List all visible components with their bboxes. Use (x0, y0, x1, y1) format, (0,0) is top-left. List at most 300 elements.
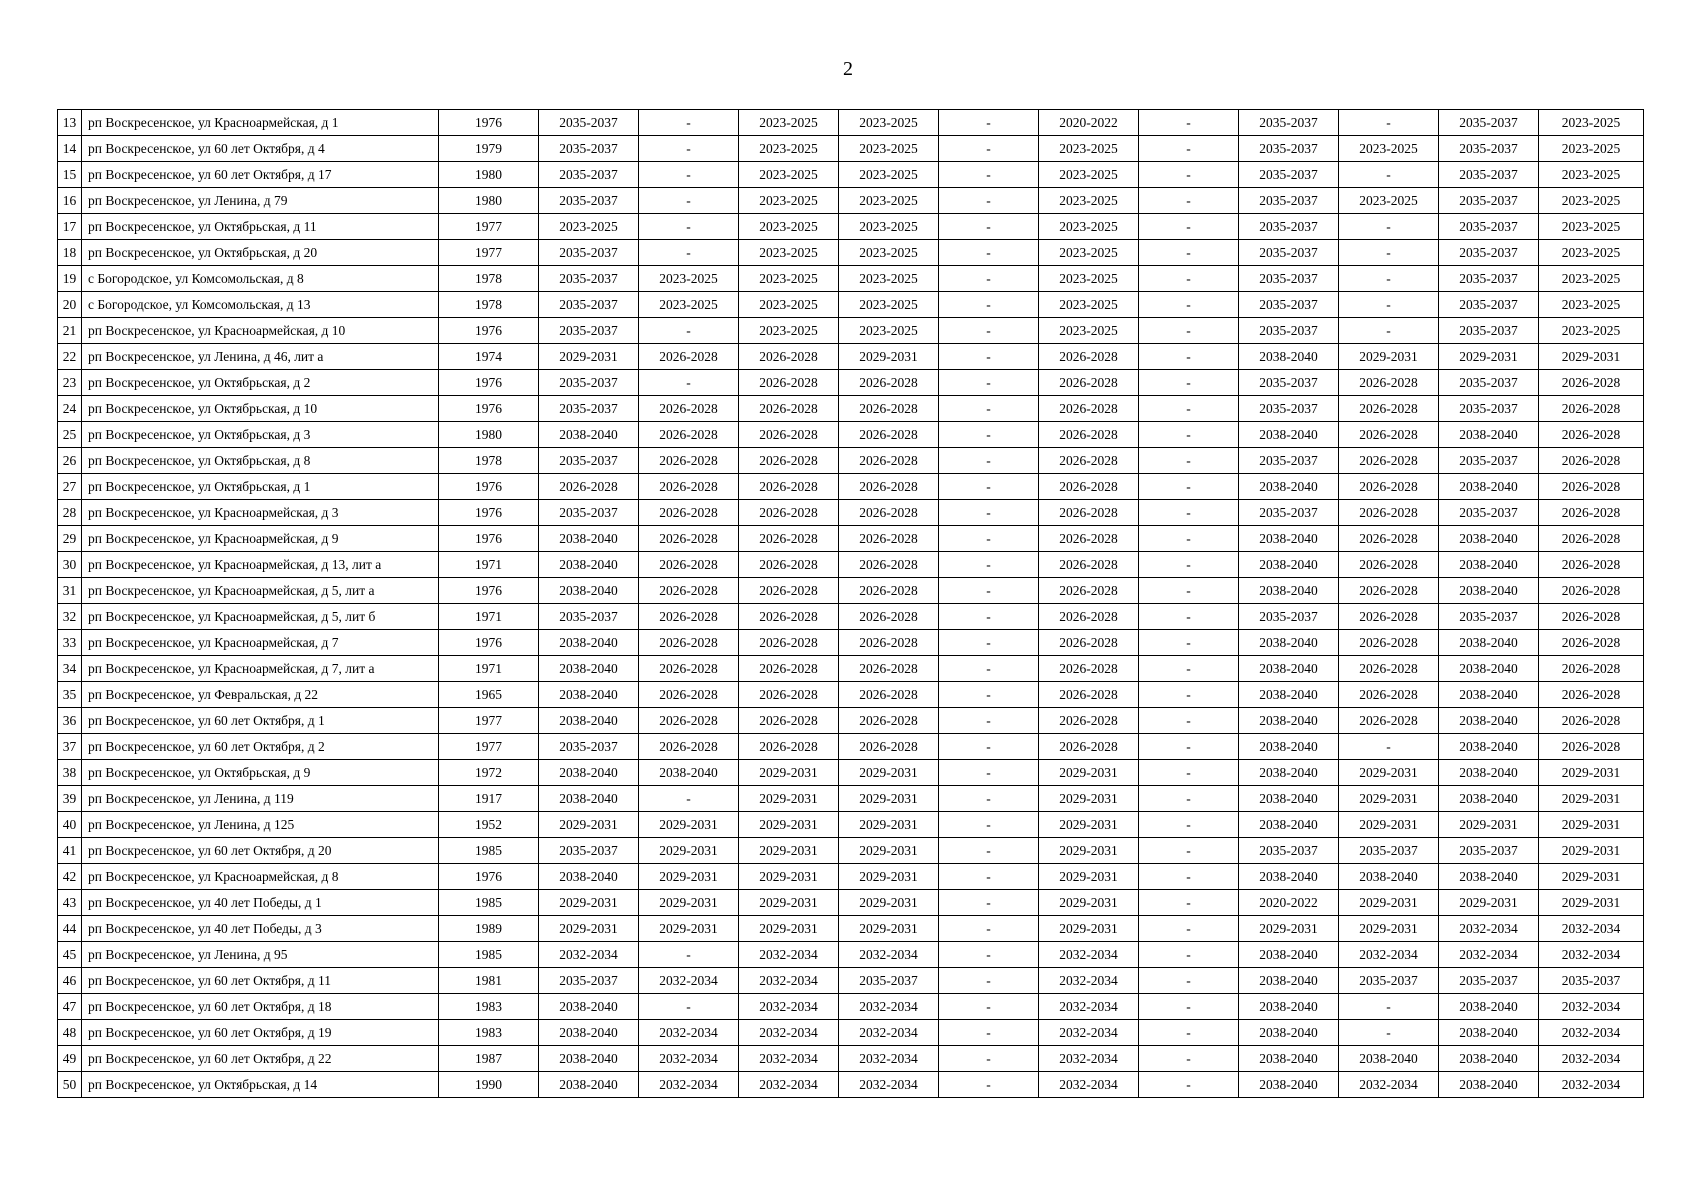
period-cell: 2035-2037 (1439, 396, 1539, 422)
table-row (58, 760, 1644, 786)
row-number-cell: 44 (58, 916, 82, 942)
period-cell: - (1139, 760, 1239, 786)
period-cell: 2029-2031 (739, 760, 839, 786)
period-cell: 2026-2028 (739, 396, 839, 422)
table-row (58, 526, 1644, 552)
row-number-cell: 49 (58, 1046, 82, 1072)
period-cell: 2026-2028 (1039, 422, 1139, 448)
period-cell: 2035-2037 (539, 370, 639, 396)
period-cell: - (939, 916, 1039, 942)
address-cell: рп Воскресенское, ул Октябрьская, д 14 (82, 1072, 439, 1098)
period-cell: 2035-2037 (1239, 214, 1339, 240)
period-cell: 2032-2034 (739, 1020, 839, 1046)
period-cell: 2023-2025 (1039, 162, 1139, 188)
period-cell: 2026-2028 (1539, 474, 1644, 500)
period-cell: 2035-2037 (1239, 162, 1339, 188)
period-cell: - (639, 162, 739, 188)
table-row (58, 370, 1644, 396)
period-cell: 2029-2031 (539, 812, 639, 838)
year-cell: 1985 (439, 890, 539, 916)
period-cell: 2026-2028 (839, 448, 939, 474)
period-cell: 2038-2040 (539, 786, 639, 812)
period-cell: 2032-2034 (639, 1020, 739, 1046)
period-cell: 2026-2028 (839, 708, 939, 734)
period-cell: 2032-2034 (1339, 942, 1439, 968)
period-cell: 2026-2028 (839, 422, 939, 448)
year-cell: 1976 (439, 630, 539, 656)
period-cell: 2035-2037 (539, 318, 639, 344)
period-cell: 2026-2028 (1339, 578, 1439, 604)
period-cell: 2032-2034 (1439, 916, 1539, 942)
row-number-cell: 13 (58, 110, 82, 136)
period-cell: 2029-2031 (739, 864, 839, 890)
period-cell: 2026-2028 (839, 604, 939, 630)
period-cell: 2038-2040 (1439, 474, 1539, 500)
period-cell: - (639, 942, 739, 968)
period-cell: 2026-2028 (1539, 526, 1644, 552)
period-cell: 2026-2028 (1339, 604, 1439, 630)
period-cell: 2038-2040 (1239, 734, 1339, 760)
period-cell: 2029-2031 (739, 838, 839, 864)
period-cell: 2032-2034 (1539, 994, 1644, 1020)
address-cell: рп Воскресенское, ул Ленина, д 95 (82, 942, 439, 968)
table-row (58, 474, 1644, 500)
period-cell: 2038-2040 (1239, 474, 1339, 500)
period-cell: 2035-2037 (1339, 968, 1439, 994)
period-cell: - (1139, 526, 1239, 552)
address-cell: рп Воскресенское, ул Октябрьская, д 20 (82, 240, 439, 266)
table-row (58, 318, 1644, 344)
table-row (58, 1046, 1644, 1072)
table-row (58, 630, 1644, 656)
period-cell: 2029-2031 (1339, 916, 1439, 942)
period-cell: 2038-2040 (1239, 760, 1339, 786)
period-cell: 2038-2040 (539, 578, 639, 604)
period-cell: 2038-2040 (1239, 1020, 1339, 1046)
period-cell: 2029-2031 (639, 812, 739, 838)
address-cell: рп Воскресенское, ул 60 лет Октября, д 20 (82, 838, 439, 864)
period-cell: 2035-2037 (1439, 214, 1539, 240)
period-cell: 2035-2037 (1239, 500, 1339, 526)
period-cell: 2035-2037 (1439, 968, 1539, 994)
period-cell: 2038-2040 (1339, 1046, 1439, 1072)
year-cell: 1977 (439, 214, 539, 240)
period-cell: 2026-2028 (639, 578, 739, 604)
period-cell: 2029-2031 (1339, 890, 1439, 916)
period-cell: - (1139, 448, 1239, 474)
period-cell: - (939, 552, 1039, 578)
period-cell: 2026-2028 (639, 708, 739, 734)
period-cell: 2032-2034 (739, 1046, 839, 1072)
period-cell: 2029-2031 (1039, 838, 1139, 864)
period-cell: - (1339, 162, 1439, 188)
period-cell: 2038-2040 (1339, 864, 1439, 890)
table-row (58, 656, 1644, 682)
period-cell: 2038-2040 (639, 760, 739, 786)
year-cell: 1983 (439, 1020, 539, 1046)
row-number-cell: 40 (58, 812, 82, 838)
period-cell: 2032-2034 (1039, 1020, 1139, 1046)
period-cell: 2029-2031 (639, 890, 739, 916)
period-cell: 2026-2028 (639, 526, 739, 552)
address-cell: рп Воскресенское, ул Ленина, д 119 (82, 786, 439, 812)
period-cell: - (1139, 552, 1239, 578)
period-cell: 2023-2025 (839, 318, 939, 344)
period-cell: 2029-2031 (839, 838, 939, 864)
period-cell: 2026-2028 (639, 474, 739, 500)
period-cell: 2026-2028 (839, 552, 939, 578)
address-cell: с Богородское, ул Комсомольская, д 13 (82, 292, 439, 318)
period-cell: 2026-2028 (1539, 422, 1644, 448)
period-cell: 2023-2025 (1539, 110, 1644, 136)
period-cell: - (939, 292, 1039, 318)
period-cell: 2026-2028 (639, 734, 739, 760)
period-cell: 2026-2028 (739, 344, 839, 370)
table-row (58, 266, 1644, 292)
period-cell: 2038-2040 (539, 1072, 639, 1098)
period-cell: 2035-2037 (1439, 838, 1539, 864)
period-cell: 2038-2040 (1239, 422, 1339, 448)
period-cell: 2038-2040 (1439, 864, 1539, 890)
period-cell: 2035-2037 (539, 292, 639, 318)
table-row (58, 890, 1644, 916)
period-cell: 2023-2025 (739, 162, 839, 188)
row-number-cell: 23 (58, 370, 82, 396)
period-cell: - (1139, 864, 1239, 890)
period-cell: 2026-2028 (639, 630, 739, 656)
period-cell: - (1139, 266, 1239, 292)
period-cell: 2035-2037 (539, 188, 639, 214)
period-cell: 2038-2040 (539, 1020, 639, 1046)
period-cell: 2038-2040 (1439, 578, 1539, 604)
table-row (58, 1072, 1644, 1098)
period-cell: 2038-2040 (1439, 994, 1539, 1020)
period-cell: - (939, 214, 1039, 240)
year-cell: 1976 (439, 864, 539, 890)
period-cell: 2026-2028 (1539, 552, 1644, 578)
period-cell: 2023-2025 (839, 110, 939, 136)
period-cell: 2023-2025 (1039, 214, 1139, 240)
period-cell: 2023-2025 (839, 292, 939, 318)
table-row (58, 682, 1644, 708)
address-cell: рп Воскресенское, ул Ленина, д 125 (82, 812, 439, 838)
period-cell: - (1139, 578, 1239, 604)
period-cell: 2026-2028 (1339, 682, 1439, 708)
period-cell: 2035-2037 (1239, 266, 1339, 292)
year-cell: 1977 (439, 240, 539, 266)
period-cell: 2023-2025 (839, 240, 939, 266)
period-cell: 2035-2037 (1439, 292, 1539, 318)
table-row (58, 604, 1644, 630)
period-cell: 2029-2031 (1339, 812, 1439, 838)
period-cell: 2038-2040 (1439, 786, 1539, 812)
period-cell: 2026-2028 (839, 656, 939, 682)
period-cell: - (1139, 942, 1239, 968)
period-cell: 2023-2025 (1039, 318, 1139, 344)
period-cell: 2029-2031 (1039, 890, 1139, 916)
period-cell: 2023-2025 (639, 266, 739, 292)
period-cell: 2035-2037 (1439, 110, 1539, 136)
period-cell: - (939, 266, 1039, 292)
period-cell: 2029-2031 (539, 916, 639, 942)
period-cell: - (1139, 890, 1239, 916)
period-cell: 2032-2034 (539, 942, 639, 968)
table-row (58, 162, 1644, 188)
period-cell: 2029-2031 (739, 890, 839, 916)
period-cell: 2038-2040 (1439, 552, 1539, 578)
year-cell: 1978 (439, 448, 539, 474)
period-cell: 2029-2031 (1039, 916, 1139, 942)
period-cell: 2035-2037 (1239, 448, 1339, 474)
period-cell: - (1139, 812, 1239, 838)
year-cell: 1972 (439, 760, 539, 786)
period-cell: 2026-2028 (739, 448, 839, 474)
row-number-cell: 38 (58, 760, 82, 786)
period-cell: 2020-2022 (1039, 110, 1139, 136)
year-cell: 1976 (439, 526, 539, 552)
period-cell: 2035-2037 (1239, 136, 1339, 162)
period-cell: 2026-2028 (1539, 370, 1644, 396)
table-row (58, 578, 1644, 604)
period-cell: 2029-2031 (839, 812, 939, 838)
period-cell: - (939, 942, 1039, 968)
row-number-cell: 26 (58, 448, 82, 474)
row-number-cell: 45 (58, 942, 82, 968)
period-cell: 2023-2025 (839, 266, 939, 292)
period-cell: 2038-2040 (1239, 942, 1339, 968)
address-cell: рп Воскресенское, ул Красноармейская, д 5, лит б (82, 604, 439, 630)
address-cell: рп Воскресенское, ул Октябрьская, д 3 (82, 422, 439, 448)
year-cell: 1971 (439, 604, 539, 630)
period-cell: 2038-2040 (1239, 526, 1339, 552)
address-cell: рп Воскресенское, ул 40 лет Победы, д 3 (82, 916, 439, 942)
period-cell: - (939, 448, 1039, 474)
period-cell: 2035-2037 (1239, 110, 1339, 136)
period-cell: 2026-2028 (639, 396, 739, 422)
period-cell: 2026-2028 (839, 526, 939, 552)
row-number-cell: 36 (58, 708, 82, 734)
period-cell: - (939, 812, 1039, 838)
row-number-cell: 20 (58, 292, 82, 318)
period-cell: - (1139, 422, 1239, 448)
period-cell: 2026-2028 (1339, 708, 1439, 734)
period-cell: - (1139, 110, 1239, 136)
period-cell: 2026-2028 (639, 422, 739, 448)
year-cell: 1980 (439, 188, 539, 214)
period-cell: - (939, 188, 1039, 214)
period-cell: 2029-2031 (1539, 344, 1644, 370)
period-cell: 2029-2031 (839, 916, 939, 942)
row-number-cell: 19 (58, 266, 82, 292)
period-cell: 2023-2025 (1539, 318, 1644, 344)
period-cell: 2038-2040 (1239, 994, 1339, 1020)
period-cell: 2038-2040 (1239, 578, 1339, 604)
period-cell: - (939, 578, 1039, 604)
period-cell: 2026-2028 (1539, 396, 1644, 422)
row-number-cell: 41 (58, 838, 82, 864)
year-cell: 1917 (439, 786, 539, 812)
period-cell: 2032-2034 (1539, 1072, 1644, 1098)
row-number-cell: 34 (58, 656, 82, 682)
period-cell: 2029-2031 (739, 786, 839, 812)
period-cell: 2026-2028 (839, 578, 939, 604)
period-cell: - (1339, 214, 1439, 240)
period-cell: 2026-2028 (739, 708, 839, 734)
row-number-cell: 30 (58, 552, 82, 578)
period-cell: 2026-2028 (539, 474, 639, 500)
period-cell: 2026-2028 (1339, 630, 1439, 656)
period-cell: 2035-2037 (539, 604, 639, 630)
period-cell: 2032-2034 (1039, 1072, 1139, 1098)
period-cell: 2026-2028 (639, 682, 739, 708)
period-cell: 2035-2037 (1439, 318, 1539, 344)
address-cell: рп Воскресенское, ул Ленина, д 46, лит а (82, 344, 439, 370)
period-cell: 2035-2037 (1439, 448, 1539, 474)
period-cell: - (1139, 318, 1239, 344)
period-cell: 2035-2037 (539, 500, 639, 526)
address-cell: рп Воскресенское, ул 60 лет Октября, д 4 (82, 136, 439, 162)
period-cell: 2035-2037 (1439, 370, 1539, 396)
address-cell: рп Воскресенское, ул Октябрьская, д 10 (82, 396, 439, 422)
period-cell: - (1339, 240, 1439, 266)
year-cell: 1971 (439, 656, 539, 682)
address-cell: рп Воскресенское, ул Февральская, д 22 (82, 682, 439, 708)
year-cell: 1980 (439, 162, 539, 188)
address-cell: рп Воскресенское, ул Октябрьская, д 2 (82, 370, 439, 396)
period-cell: 2029-2031 (639, 864, 739, 890)
period-cell: - (1339, 292, 1439, 318)
period-cell: - (1339, 1020, 1439, 1046)
period-cell: 2038-2040 (1439, 422, 1539, 448)
address-cell: рп Воскресенское, ул Октябрьская, д 11 (82, 214, 439, 240)
period-cell: 2020-2022 (1239, 890, 1339, 916)
period-cell: - (939, 734, 1039, 760)
period-cell: 2026-2028 (1539, 578, 1644, 604)
table-row (58, 864, 1644, 890)
period-cell: 2029-2031 (1439, 812, 1539, 838)
row-number-cell: 43 (58, 890, 82, 916)
address-cell: рп Воскресенское, ул Красноармейская, д 10 (82, 318, 439, 344)
address-cell: рп Воскресенское, ул 60 лет Октября, д 18 (82, 994, 439, 1020)
address-cell: рп Воскресенское, ул 60 лет Октября, д 17 (82, 162, 439, 188)
table-row (58, 942, 1644, 968)
period-cell: 2035-2037 (539, 266, 639, 292)
period-cell: 2029-2031 (639, 838, 739, 864)
period-cell: 2026-2028 (739, 604, 839, 630)
address-cell: рп Воскресенское, ул Красноармейская, д 7, лит а (82, 656, 439, 682)
table-row (58, 708, 1644, 734)
table-row (58, 1020, 1644, 1046)
period-cell: 2026-2028 (1039, 474, 1139, 500)
period-cell: - (1139, 1020, 1239, 1046)
period-cell: 2029-2031 (1339, 344, 1439, 370)
row-number-cell: 18 (58, 240, 82, 266)
period-cell: - (939, 318, 1039, 344)
period-cell: 2032-2034 (1539, 916, 1644, 942)
period-cell: 2038-2040 (1239, 708, 1339, 734)
period-cell: - (1139, 968, 1239, 994)
period-cell: - (939, 708, 1039, 734)
period-cell: 2035-2037 (1439, 266, 1539, 292)
period-cell: - (1139, 474, 1239, 500)
row-number-cell: 48 (58, 1020, 82, 1046)
period-cell: 2032-2034 (1339, 1072, 1439, 1098)
period-cell: 2026-2028 (1039, 500, 1139, 526)
period-cell: 2026-2028 (739, 526, 839, 552)
row-number-cell: 46 (58, 968, 82, 994)
period-cell: 2032-2034 (639, 968, 739, 994)
address-cell: рп Воскресенское, ул Красноармейская, д 13, лит а (82, 552, 439, 578)
year-cell: 1976 (439, 396, 539, 422)
period-cell: 2023-2025 (739, 188, 839, 214)
period-cell: - (1139, 240, 1239, 266)
row-number-cell: 14 (58, 136, 82, 162)
period-cell: 2032-2034 (639, 1072, 739, 1098)
period-cell: 2026-2028 (1339, 552, 1439, 578)
period-cell: 2029-2031 (1039, 812, 1139, 838)
period-cell: 2035-2037 (539, 448, 639, 474)
period-cell: 2023-2025 (539, 214, 639, 240)
period-cell: 2038-2040 (539, 864, 639, 890)
row-number-cell: 39 (58, 786, 82, 812)
year-cell: 1985 (439, 838, 539, 864)
period-cell: - (1139, 786, 1239, 812)
period-cell: 2032-2034 (839, 1020, 939, 1046)
period-cell: - (639, 370, 739, 396)
period-cell: 2026-2028 (739, 656, 839, 682)
period-cell: - (1139, 344, 1239, 370)
period-cell: 2023-2025 (739, 240, 839, 266)
period-cell: 2023-2025 (1539, 292, 1644, 318)
period-cell: 2032-2034 (1539, 1046, 1644, 1072)
period-cell: - (1139, 708, 1239, 734)
period-cell: 2023-2025 (1539, 162, 1644, 188)
address-cell: рп Воскресенское, ул 60 лет Октября, д 2 (82, 734, 439, 760)
repair-schedule-table (57, 109, 1644, 1098)
period-cell: 2026-2028 (1039, 708, 1139, 734)
period-cell: - (1339, 994, 1439, 1020)
period-cell: 2026-2028 (639, 344, 739, 370)
row-number-cell: 21 (58, 318, 82, 344)
address-cell: рп Воскресенское, ул 40 лет Победы, д 1 (82, 890, 439, 916)
year-cell: 1978 (439, 292, 539, 318)
period-cell: 2029-2031 (1039, 760, 1139, 786)
address-cell: рп Воскресенское, ул Ленина, д 79 (82, 188, 439, 214)
period-cell: 2035-2037 (1439, 240, 1539, 266)
period-cell: 2038-2040 (1239, 656, 1339, 682)
period-cell: 2035-2037 (1239, 240, 1339, 266)
period-cell: 2026-2028 (1039, 604, 1139, 630)
period-cell: 2026-2028 (739, 578, 839, 604)
period-cell: 2038-2040 (1239, 1072, 1339, 1098)
table-row (58, 292, 1644, 318)
period-cell: 2026-2028 (1039, 370, 1139, 396)
period-cell: 2035-2037 (539, 136, 639, 162)
period-cell: 2032-2034 (839, 942, 939, 968)
period-cell: 2029-2031 (1239, 916, 1339, 942)
period-cell: - (939, 136, 1039, 162)
period-cell: 2026-2028 (1339, 500, 1439, 526)
period-cell: - (939, 1046, 1039, 1072)
table-row (58, 136, 1644, 162)
table-row (58, 448, 1644, 474)
period-cell: 2026-2028 (1039, 578, 1139, 604)
period-cell: 2035-2037 (1239, 396, 1339, 422)
table-row (58, 344, 1644, 370)
period-cell: - (1139, 838, 1239, 864)
row-number-cell: 37 (58, 734, 82, 760)
period-cell: 2032-2034 (739, 994, 839, 1020)
